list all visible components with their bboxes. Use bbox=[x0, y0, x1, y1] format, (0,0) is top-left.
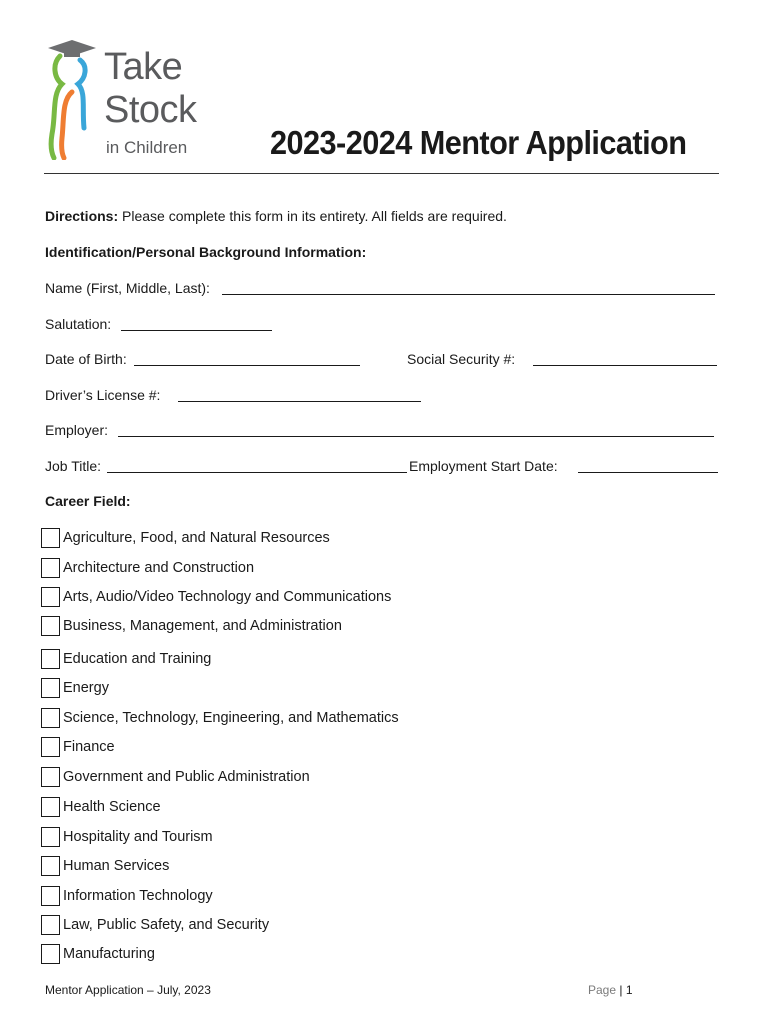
checkbox[interactable] bbox=[41, 587, 60, 607]
career-option[interactable] bbox=[41, 585, 391, 607]
career-option-label: Human Services bbox=[63, 857, 170, 874]
page-number: 1 bbox=[625, 983, 633, 997]
ssn-label: Social Security #: bbox=[407, 351, 516, 367]
logo-in-children: in Children bbox=[106, 138, 188, 157]
license-field[interactable] bbox=[178, 401, 421, 402]
job-title-label: Job Title: bbox=[45, 458, 102, 474]
checkbox[interactable] bbox=[41, 886, 60, 906]
start-date-field[interactable] bbox=[578, 472, 718, 473]
name-field[interactable] bbox=[222, 294, 715, 295]
career-option[interactable] bbox=[41, 647, 211, 669]
name-label: Name (First, Middle, Last): bbox=[45, 280, 210, 296]
checkbox[interactable] bbox=[41, 678, 60, 698]
salutation-label: Salutation: bbox=[45, 316, 112, 332]
career-field-heading: Career Field: bbox=[45, 493, 131, 509]
career-option-label: Health Science bbox=[63, 798, 161, 815]
dob-field[interactable] bbox=[134, 365, 360, 366]
career-option[interactable] bbox=[41, 706, 399, 728]
checkbox[interactable] bbox=[41, 737, 60, 757]
career-option-label: Manufacturing bbox=[63, 945, 155, 962]
career-option-label: Arts, Audio/Video Technology and Communications bbox=[63, 588, 392, 605]
page-title: 2023-2024 Mentor Application bbox=[270, 124, 687, 161]
directions-text: Please complete this form in its entirety. All fields are required. bbox=[118, 208, 507, 224]
logo-graphic bbox=[42, 38, 108, 160]
checkbox[interactable] bbox=[41, 915, 60, 935]
career-option[interactable] bbox=[41, 854, 169, 876]
logo-take: Take bbox=[104, 46, 183, 88]
career-option-label: Energy bbox=[63, 679, 109, 696]
salutation-field[interactable] bbox=[121, 330, 272, 331]
start-date-label: Employment Start Date: bbox=[409, 458, 558, 474]
career-option-label: Education and Training bbox=[63, 650, 212, 667]
footer-document-name: Mentor Application – July, 2023 bbox=[45, 983, 211, 997]
logo-stock: Stock bbox=[104, 89, 197, 131]
career-option[interactable] bbox=[41, 614, 342, 636]
title-divider bbox=[44, 173, 719, 174]
section-identification-heading: Identification/Personal Background Information: bbox=[45, 244, 367, 260]
footer-page-number bbox=[588, 983, 633, 997]
career-option[interactable] bbox=[41, 556, 254, 578]
page-separator: | bbox=[619, 983, 623, 997]
checkbox[interactable] bbox=[41, 944, 60, 964]
career-option[interactable] bbox=[41, 795, 161, 817]
career-option-label: Finance bbox=[63, 738, 115, 755]
career-option-label: Law, Public Safety, and Security bbox=[63, 916, 270, 933]
career-option-label: Business, Management, and Administration bbox=[63, 617, 342, 634]
license-label: Driver’s License #: bbox=[45, 387, 161, 403]
career-option-label: Information Technology bbox=[63, 887, 213, 904]
career-option[interactable] bbox=[41, 913, 269, 935]
career-option-label: Government and Public Administration bbox=[63, 768, 310, 785]
checkbox[interactable] bbox=[41, 649, 60, 669]
checkbox[interactable] bbox=[41, 797, 60, 817]
checkbox[interactable] bbox=[41, 616, 60, 636]
career-option[interactable] bbox=[41, 825, 213, 847]
career-option[interactable] bbox=[41, 526, 330, 548]
directions bbox=[45, 209, 507, 223]
career-option[interactable] bbox=[41, 942, 155, 964]
career-option-label: Science, Technology, Engineering, and Mathematics bbox=[63, 709, 399, 726]
checkbox[interactable] bbox=[41, 558, 60, 578]
ssn-field[interactable] bbox=[533, 365, 717, 366]
career-option[interactable] bbox=[41, 884, 213, 906]
career-option[interactable] bbox=[41, 735, 115, 757]
career-option-label: Architecture and Construction bbox=[63, 559, 255, 576]
checkbox[interactable] bbox=[41, 767, 60, 787]
checkbox[interactable] bbox=[41, 528, 60, 548]
dob-label: Date of Birth: bbox=[45, 351, 127, 367]
career-option[interactable] bbox=[41, 676, 109, 698]
career-option-label: Agriculture, Food, and Natural Resources bbox=[63, 529, 330, 546]
career-option-label: Hospitality and Tourism bbox=[63, 828, 213, 845]
employer-label: Employer: bbox=[45, 422, 109, 438]
checkbox[interactable] bbox=[41, 827, 60, 847]
job-title-field[interactable] bbox=[107, 472, 407, 473]
checkbox[interactable] bbox=[41, 856, 60, 876]
employer-field[interactable] bbox=[118, 436, 714, 437]
checkbox[interactable] bbox=[41, 708, 60, 728]
career-option[interactable] bbox=[41, 765, 310, 787]
directions-label: Directions: bbox=[45, 208, 119, 224]
page-label: Page bbox=[588, 983, 617, 997]
